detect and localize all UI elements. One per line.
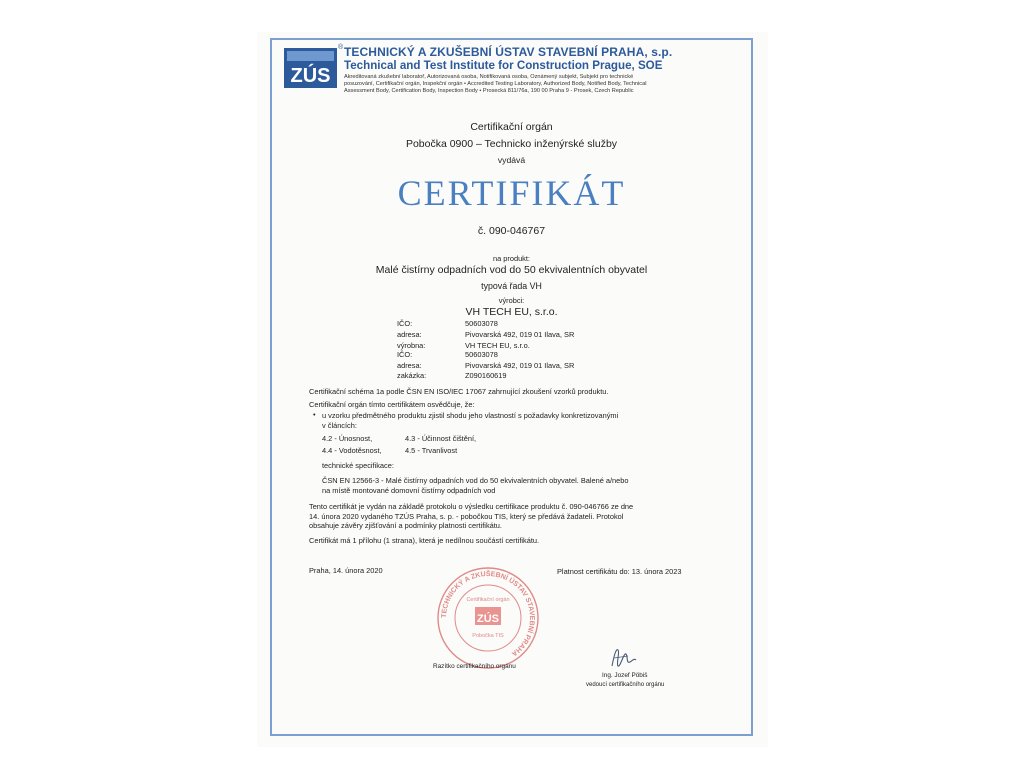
- detail-value: VH TECH EU, s.r.o.: [465, 341, 530, 350]
- manufacturer-name: VH TECH EU, s.r.o.: [465, 306, 558, 318]
- stamp-logo: ZÚS: [477, 613, 499, 625]
- issuer-line-3: vydává: [497, 155, 526, 165]
- stamp-inner-top: Certifikační orgán: [466, 597, 510, 603]
- signatory-name: Ing. Jozef Pöbiš: [602, 672, 648, 679]
- protocol-line: 14. února 2020 vydaného TZÚS Praha, s. p. - pobočkou TIS, který se předává žadateli. Protokol: [309, 512, 624, 521]
- validity-date: Platnost certifikátu do: 13. února 2023: [557, 567, 682, 576]
- clause: 4.4 - Vodotěsnost,: [322, 446, 382, 455]
- clause: 4.5 - Trvanlivost: [405, 446, 458, 455]
- bullet: •: [313, 410, 316, 419]
- stamp-ring-text: TECHNICKÝ A ZKUŠEBNÍ ÚSTAV STAVEBNÍ PRAHA: [440, 570, 536, 658]
- product-name: Malé čistírny odpadních vod do 50 ekvivalentních obyvatel: [375, 264, 648, 276]
- product-label: na produkt:: [493, 254, 530, 263]
- clause: 4.3 - Účinnost čištění,: [405, 434, 477, 443]
- zus-logo-icon: [284, 48, 337, 88]
- institute-name-en: Technical and Test Institute for Construction Prague, SOE: [344, 59, 663, 72]
- stamp-label: Razítko certifikačního orgánu: [433, 663, 516, 670]
- place-date: Praha, 14. února 2020: [309, 566, 383, 575]
- detail-key: IČO:: [397, 319, 413, 328]
- spec-line: na místě montované domovní čistírny odpadních vod: [322, 486, 496, 495]
- spec-label: technické specifikace:: [322, 461, 394, 470]
- certificate-number: č. 090-046767: [477, 225, 546, 237]
- protocol-line: obsahuje závěry zjišťování a podmínky platnosti certifikátu.: [309, 521, 502, 530]
- detail-key: zakázka:: [397, 371, 427, 380]
- annex-note: Certifikát má 1 přílohu (1 strana), která je nedílnou součástí certifikátu.: [309, 536, 540, 545]
- certification-scheme: Certifikační schéma 1a podle ČSN EN ISO/IEC 17067 zahrnující zkoušení vzorků produktu.: [309, 387, 609, 396]
- accreditation-line: Assessment Body, Certification Body, Inspection Body • Prosecká 811/76a, 190 00 Praha 9 - Prosek, Czech Republic: [344, 88, 634, 94]
- registered-mark: ®: [338, 44, 344, 51]
- stamp-inner-bottom: Pobočka TIS: [472, 633, 504, 639]
- certificate-title: CERTIFIKÁT: [397, 173, 626, 213]
- confirmation-intro: Certifikační orgán tímto certifikátem osvědčuje, že:: [309, 400, 475, 409]
- manufacturer-label: výrobci:: [498, 296, 525, 305]
- detail-value: Pivovarská 492, 019 01 Ilava, SR: [465, 361, 575, 370]
- official-stamp-icon: [433, 563, 543, 673]
- institute-name-cz: TECHNICKÝ A ZKUŠEBNÍ ÚSTAV STAVEBNÍ PRAHA, s.p.: [344, 45, 673, 59]
- detail-value: 50603078: [465, 350, 498, 359]
- clause: 4.2 - Únosnost,: [322, 434, 373, 443]
- detail-value: Pivovarská 492, 019 01 Ilava, SR: [465, 330, 575, 339]
- detail-key: IČO:: [397, 350, 413, 359]
- bullet-line: u vzorku předmětného produktu zjistil shodu jeho vlastností s požadavky konkretizovanými: [322, 411, 619, 420]
- detail-key: výrobna:: [397, 341, 426, 350]
- accreditation-line: Akreditovaná zkušební laboratoř, Autorizovaná osoba, Notifikovaná osoba, Oznámený subjekt, Subjekt pro technické: [344, 74, 634, 80]
- signatory-role: vedoucí certifikačního orgánu: [586, 682, 665, 688]
- logo-text: ZÚS: [290, 65, 331, 87]
- protocol-line: Tento certifikát je vydán na základě protokolu o výsledku certifikace produktu č. 090-046766 ze dne: [309, 502, 634, 511]
- issuer-line-1: Certifikační orgán: [470, 121, 553, 133]
- product-series: typová řada VH: [481, 281, 542, 291]
- signature-icon: [606, 642, 642, 672]
- accreditation-line: posuzování, Certifikační orgán, Inspekční orgán • Accredited Testing Laboratory, Authorized Body, Notified Body, Technical: [344, 81, 647, 87]
- spec-line: ČSN EN 12566-3 - Malé čistírny odpadních vod do 50 ekvivalentních obyvatel. Balené a/nebo: [322, 476, 629, 485]
- issuer-line-2: Pobočka 0900 – Technicko inženýrské služby: [405, 138, 618, 150]
- detail-key: adresa:: [397, 330, 422, 339]
- detail-value: 50603078: [465, 319, 498, 328]
- detail-value: Z090160619: [465, 371, 507, 380]
- bullet-line: v článcích:: [322, 421, 357, 430]
- detail-key: adresa:: [397, 361, 422, 370]
